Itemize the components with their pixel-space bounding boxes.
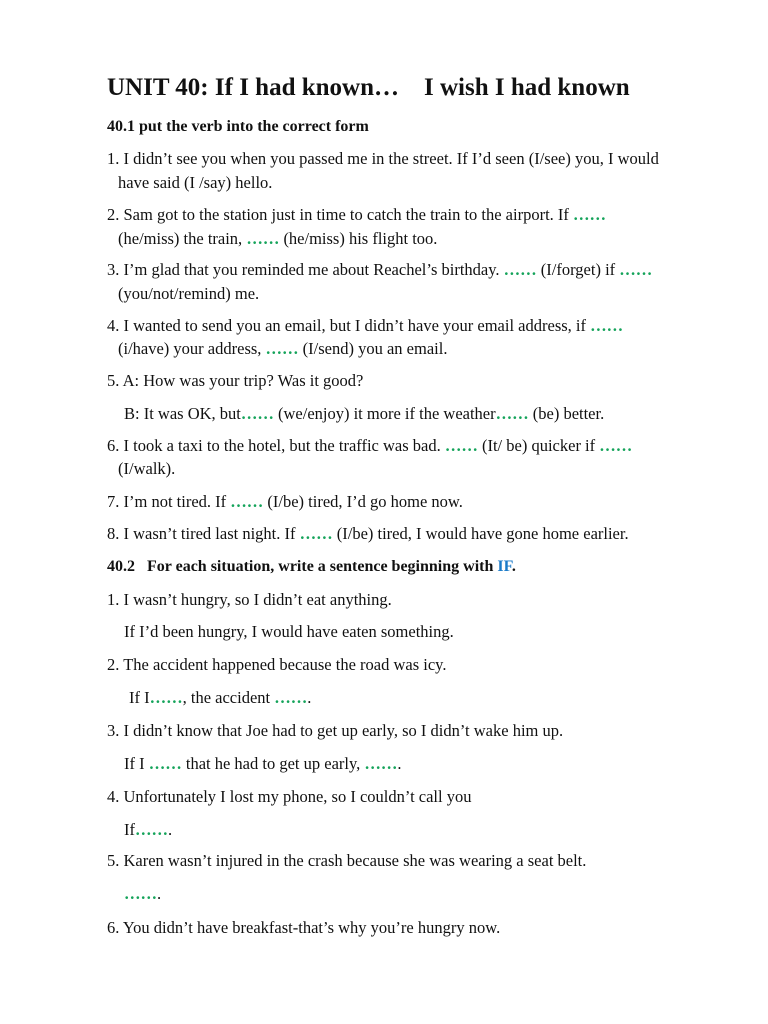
text: (be) better.: [528, 404, 605, 423]
text: If I: [129, 688, 150, 707]
exercise-2-line-2: [118, 231, 437, 248]
heading-period: .: [511, 558, 516, 575]
text: that he had to get up early,: [181, 754, 365, 773]
situation-2-answer: [129, 690, 311, 707]
answer-blank[interactable]: ……: [274, 688, 308, 707]
answer-blank[interactable]: ……: [149, 688, 183, 707]
text: 8. I wasn’t tired last night. If: [107, 524, 300, 543]
text: 4. I wanted to send you an email, but I didn’t have your email address, if: [107, 316, 591, 335]
exercise-1-line-1: 1. I didn’t see you when you passed me in the street. If I’d seen (I/see) you, I would: [107, 149, 659, 168]
exercise-3-line-1: [107, 262, 652, 279]
answer-blank[interactable]: ……: [503, 260, 537, 279]
text: (I/be) tired, I’d go home now.: [263, 492, 463, 511]
exercise-6-line-1: [107, 438, 632, 455]
answer-blank[interactable]: ……: [495, 404, 529, 423]
text: (he/miss) his flight too.: [279, 229, 438, 248]
exercise-5-line-1: 5. A: How was your trip? Was it good?: [107, 371, 364, 390]
text: (we/enjoy) it more if the weather: [273, 404, 496, 423]
situation-2-question: 2. The accident happened because the road was icy.: [107, 655, 447, 674]
situation-5-question: 5. Karen wasn’t injured in the crash because she was wearing a seat belt.: [107, 851, 587, 870]
exercise-6-line-2: (I/walk).: [118, 459, 176, 478]
section-heading-40-2: [107, 558, 516, 576]
answer-blank[interactable]: ……: [599, 436, 633, 455]
exercise-3-line-2: (you/not/remind) me.: [118, 284, 260, 303]
text: .: [397, 754, 402, 773]
answer-blank[interactable]: ……: [299, 524, 333, 543]
situation-5-answer: [124, 886, 161, 903]
text: If I: [124, 754, 149, 773]
heading-text: 40.2 For each situation, write a sentence beginning with: [107, 558, 498, 575]
section-heading-40-1: 40.1 put the verb into the correct form: [107, 118, 369, 135]
situation-4-question: 4. Unfortunately I lost my phone, so I couldn’t call you: [107, 787, 472, 806]
text: (i/have) your address,: [118, 339, 266, 358]
exercise-7-line-1: [107, 494, 463, 511]
text: (I/be) tired, I would have gone home earlier.: [332, 524, 629, 543]
text: If: [124, 820, 135, 839]
answer-blank[interactable]: ……: [590, 316, 624, 335]
situation-1-answer: If I’d been hungry, I would have eaten something.: [124, 622, 454, 641]
answer-blank[interactable]: ……: [240, 404, 274, 423]
exercise-8-line-1: [107, 526, 629, 543]
exercise-4-line-1: [107, 318, 623, 335]
text: 2. Sam got to the station just in time to catch the train to the airport. If: [107, 205, 574, 224]
text: .: [157, 884, 162, 903]
answer-blank[interactable]: ……: [265, 339, 299, 358]
text: (he/miss) the train,: [118, 229, 247, 248]
situation-1-question: 1. I wasn’t hungry, so I didn’t eat anything.: [107, 590, 392, 609]
exercise-1-line-2: have said (I /say) hello.: [118, 173, 273, 192]
text: , the accident: [182, 688, 275, 707]
if-keyword: IF: [497, 558, 512, 575]
answer-blank[interactable]: ……: [230, 492, 264, 511]
answer-blank[interactable]: ……: [444, 436, 478, 455]
text: (It/ be) quicker if: [477, 436, 600, 455]
situation-6-question: 6. You didn’t have breakfast-that’s why you’re hungry now.: [107, 918, 501, 937]
text: (I/forget) if: [536, 260, 620, 279]
answer-blank[interactable]: ……: [364, 754, 398, 773]
text: 3. I’m glad that you reminded me about Reachel’s birthday.: [107, 260, 504, 279]
text: (I/send) you an email.: [298, 339, 448, 358]
answer-blank[interactable]: ……: [148, 754, 182, 773]
text: .: [168, 820, 173, 839]
text: 7. I’m not tired. If: [107, 492, 231, 511]
text: 6. I took a taxi to the hotel, but the traffic was bad.: [107, 436, 445, 455]
situation-3-answer: [124, 756, 402, 773]
situation-4-answer: [124, 822, 172, 839]
situation-3-question: 3. I didn’t know that Joe had to get up early, so I didn’t wake him up.: [107, 721, 564, 740]
answer-blank[interactable]: ……: [573, 205, 607, 224]
exercise-2-line-1: [107, 207, 606, 224]
text: .: [307, 688, 312, 707]
answer-blank[interactable]: ……: [246, 229, 280, 248]
page-title: UNIT 40: If I had known… I wish I had known: [107, 74, 630, 101]
exercise-4-line-2: [118, 341, 447, 358]
text: B: It was OK, but: [124, 404, 241, 423]
answer-blank[interactable]: ……: [619, 260, 653, 279]
answer-blank[interactable]: ……: [135, 820, 168, 839]
answer-blank[interactable]: ……: [124, 884, 157, 903]
exercise-5-line-2: [124, 406, 604, 423]
